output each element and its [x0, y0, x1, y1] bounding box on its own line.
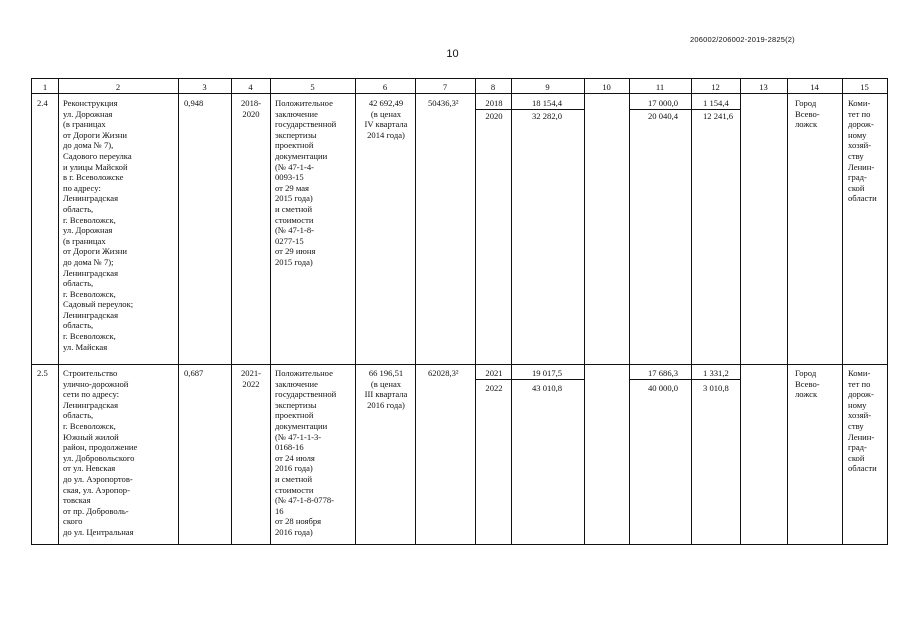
period-value: 2021- 2022: [240, 368, 262, 389]
area-value: 50436,3²: [428, 98, 459, 108]
year-cell: 2020: [485, 111, 503, 121]
total-cell: 32 282,0: [532, 111, 563, 121]
total-cell: 43 010,8: [532, 383, 563, 393]
page-number: 10: [446, 48, 459, 60]
col11-cell: 17 000,0: [648, 98, 679, 108]
period-value: 2018- 2020: [240, 98, 262, 119]
column-header-1: 1: [42, 82, 48, 92]
capacity-value: 0,687: [184, 368, 204, 378]
column-header-11: 11: [655, 82, 665, 92]
column-header-8: 8: [490, 82, 496, 92]
capacity-value: 0,948: [184, 98, 204, 108]
document-id: 206002/206002-2019-2825(2): [690, 35, 795, 44]
cost-value: 66 196,51 (в ценах III квартала 2016 года): [364, 368, 408, 410]
column-header-15: 15: [860, 82, 869, 92]
column-header-2: 2: [115, 82, 121, 92]
column-header-5: 5: [310, 82, 315, 92]
responsible-body: Коми- тет по дорож- ному хозяй- ству Ленин- град- ской области: [848, 368, 877, 474]
expertise-text: Положительное заключение государственной экспертизы проектной документации (№ 47-1-1-3- 0168-16 от 24 июля 2016 года) и сметной стоимости (№ 47-1-8-0778- 16 от 28 ноября 2016 года): [275, 368, 337, 537]
total-cell: 19 017,5: [532, 368, 563, 378]
column-header-14: 14: [810, 82, 819, 92]
year-cell: 2021: [485, 368, 503, 378]
municipality: Город Всево- ложск: [795, 98, 820, 130]
column-header-12: 12: [711, 82, 720, 92]
column-header-13: 13: [759, 82, 768, 92]
responsible-body: Коми- тет по дорож- ному хозяй- ству Ленин- град- ской области: [848, 98, 877, 204]
municipality: Город Всево- ложск: [795, 368, 820, 400]
year-cell: 2018: [485, 98, 503, 108]
column-header-6: 6: [382, 82, 388, 92]
col11-cell: 17 686,3: [648, 368, 679, 378]
object-name: Строительство улично-дорожной сети по адресу: Ленинградская область, г. Всеволожск, Южный жилой район, продолжение ул. Добровольского от ул. Невская до ул. Аэропортов- ская, ул. Аэропор- товская от пр. Доброволь- ского до ул. Центральная: [63, 368, 138, 537]
column-header-3: 3: [202, 82, 207, 92]
col12-cell: 12 241,6: [703, 111, 734, 121]
col11-cell: 20 040,4: [648, 111, 679, 121]
col12-cell: 1 331,2: [703, 368, 729, 378]
total-cell: 18 154,4: [532, 98, 563, 108]
column-header-10: 10: [602, 82, 611, 92]
area-value: 62028,3²: [428, 368, 459, 378]
column-header-9: 9: [545, 82, 550, 92]
expertise-text: Положительное заключение государственной экспертизы проектной документации (№ 47-1-4- 0093-15 от 29 мая 2015 года) и сметной стоимости (№ 47-1-8- 0277-15 от 29 июня 2015 года): [275, 98, 337, 267]
object-name: Реконструкция ул. Дорожная (в границах от Дороги Жизни до дома № 7), Садового переулка и улицы Майской в г. Всеволожске по адресу: Ленинградская область, г. Всеволожск, ул. Дорожная (в границах от Дороги Жизни до дома № 7); Ленинградская область, г. Всеволожск, Садовый переулок; Ленинградская область, г. Всеволожск, ул. Майская: [63, 98, 134, 352]
col12-cell: 3 010,8: [703, 383, 729, 393]
row-number: 2.5: [37, 368, 48, 378]
col12-cell: 1 154,4: [703, 98, 729, 108]
cost-value: 42 692,49 (в ценах IV квартала 2014 года): [364, 98, 408, 140]
row-number: 2.4: [37, 98, 48, 108]
data-table: [31, 78, 888, 545]
col11-cell: 40 000,0: [648, 383, 679, 393]
year-cell: 2022: [485, 383, 503, 393]
column-header-4: 4: [248, 82, 253, 92]
column-header-7: 7: [442, 82, 448, 92]
